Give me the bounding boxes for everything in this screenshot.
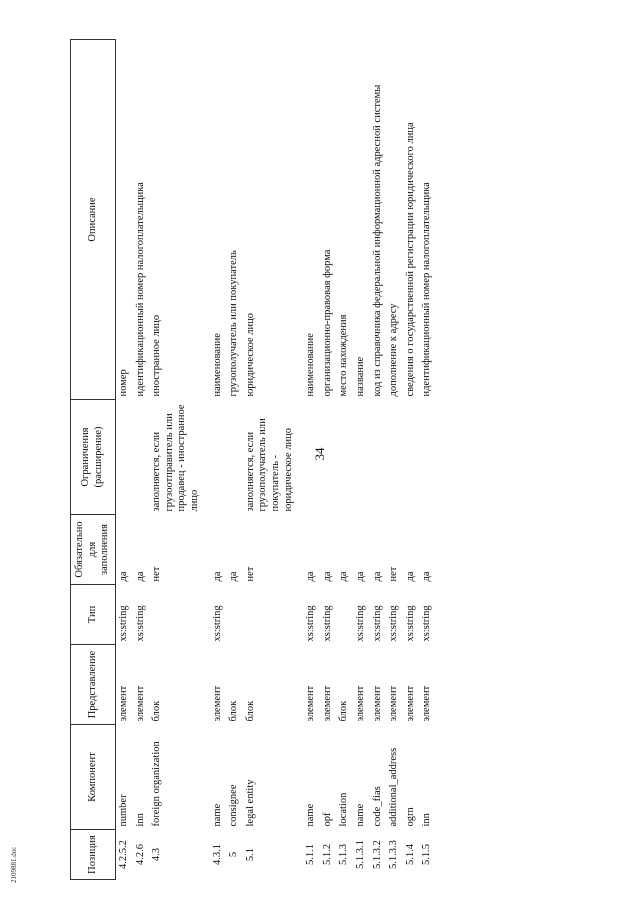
cell-restrictions [116, 400, 133, 515]
cell-position: 4.3.1 [211, 844, 223, 865]
cell-restrictions [226, 400, 243, 515]
page-number: 34 [312, 447, 327, 461]
header-required: Обязательно для заполнения [71, 515, 116, 585]
cell-type: xs:string [118, 605, 129, 642]
cell-representation: элемент [211, 685, 223, 722]
cell-type: xs:string [371, 605, 383, 642]
cell-type [226, 585, 243, 645]
cell-type: xs:string [421, 605, 433, 642]
cell-restrictions: заполняется, если грузополучатель или покупатель - юридическое лицо [244, 418, 294, 512]
table-row [133, 40, 150, 880]
cell-component: name [305, 803, 317, 827]
cell-restrictions [370, 400, 387, 515]
cell-required: да [421, 571, 433, 582]
cell-description: наименование [305, 333, 317, 397]
table-row [210, 40, 227, 880]
cell-component: legal entity [244, 779, 256, 827]
cell-representation: элемент [134, 685, 146, 722]
cell-required: да [134, 571, 146, 582]
cell-description: сведения о государственной регистрации юридического лица [404, 122, 416, 397]
cell-description: место нахождения [338, 314, 350, 397]
cell-component: code_fias [371, 786, 383, 827]
header-restrictions: Ограничения (расширение) [71, 400, 116, 515]
cell-type [149, 585, 203, 645]
cell-restrictions [133, 400, 150, 515]
cell-position: 5.1.1 [305, 844, 317, 865]
cell-representation: элемент [388, 685, 400, 722]
cell-component: name [211, 803, 223, 827]
cell-position: 5.1 [244, 847, 256, 862]
cell-restrictions [303, 400, 320, 515]
cell-type: xs:string [404, 605, 416, 642]
cell-representation: элемент [354, 685, 366, 722]
cell-position: 5.1.3.1 [354, 840, 366, 869]
cell-description: название [354, 356, 366, 397]
cell-required: да [354, 571, 366, 582]
cell-description: код из справочника федеральной информационной адресной системы [371, 84, 383, 397]
cell-required: да [338, 571, 350, 582]
cell-required: да [211, 571, 223, 582]
table-row [116, 40, 133, 880]
cell-component: inn [421, 813, 433, 827]
cell-restrictions [320, 400, 337, 515]
components-table [70, 39, 436, 880]
cell-description: наименование [211, 333, 223, 397]
cell-type [243, 585, 297, 645]
cell-required: да [404, 571, 416, 582]
cell-restrictions [336, 400, 353, 515]
cell-representation: блок [228, 700, 240, 722]
table-row [386, 40, 403, 880]
cell-position: 5.1.3.2 [371, 840, 383, 869]
cell-description: идентификационный номер налогоплательщика [421, 182, 433, 397]
cell-restrictions: заполняется, если грузоотправитель или продавец - иностранное лицо [151, 404, 200, 512]
cell-component: foreign organization [151, 741, 163, 827]
cell-required: да [118, 571, 129, 582]
table-row [370, 40, 387, 880]
cell-type: xs:string [211, 605, 223, 642]
cell-restrictions [419, 400, 436, 515]
table-row [243, 40, 297, 880]
cell-type [336, 585, 353, 645]
table-row [419, 40, 436, 880]
cell-position: 5.1.3 [338, 844, 350, 865]
cell-required: нет [244, 566, 256, 582]
cell-description: грузополучатель или покупатель [228, 250, 240, 397]
cell-representation: элемент [118, 685, 129, 722]
cell-required: да [321, 571, 333, 582]
cell-restrictions [386, 400, 403, 515]
cell-description: юридическое лицо [244, 313, 256, 397]
cell-representation: элемент [421, 685, 433, 722]
cell-description: идентификационный номер налогоплательщика [134, 182, 146, 397]
cell-position: 5.1.3.3 [388, 840, 400, 869]
table-row [353, 40, 370, 880]
cell-restrictions [210, 400, 227, 515]
cell-description: иностранное лицо [151, 314, 163, 397]
cell-description: дополнение к адресу [388, 303, 400, 397]
header-position: Позиция [71, 830, 116, 880]
cell-required: да [371, 571, 383, 582]
header-description: Описание [71, 40, 116, 400]
cell-position: 5.1.2 [321, 844, 333, 865]
cell-representation: блок [338, 700, 350, 722]
rotated-table-container [70, 40, 540, 880]
cell-representation: блок [244, 700, 256, 722]
cell-type: xs:string [321, 605, 333, 642]
cell-required: нет [388, 566, 400, 582]
table-row [149, 40, 203, 880]
cell-position: 4.2.6 [134, 844, 146, 865]
footer-file-id: 2109881.doc [10, 846, 18, 883]
cell-position: 5 [228, 851, 240, 858]
cell-description: организационно-правовая форма [321, 249, 333, 397]
table-body [116, 40, 436, 880]
table-row [320, 40, 337, 880]
table-row [336, 40, 353, 880]
cell-component: number [118, 794, 129, 827]
cell-required: да [305, 571, 317, 582]
cell-representation: элемент [321, 685, 333, 722]
cell-representation: элемент [404, 685, 416, 722]
cell-restrictions [353, 400, 370, 515]
cell-type: xs:string [305, 605, 317, 642]
cell-type: xs:string [134, 605, 146, 642]
cell-description: номер [118, 369, 129, 397]
table-header-row [71, 40, 116, 880]
cell-component: ogrn [404, 807, 416, 827]
cell-position: 5.1.4 [404, 844, 416, 865]
cell-component: location [338, 792, 350, 827]
header-type: Тип [71, 585, 116, 645]
table-row [226, 40, 243, 880]
cell-component: additional_address [388, 747, 400, 827]
cell-restrictions [403, 400, 420, 515]
cell-component: inn [134, 813, 146, 827]
header-component: Компонент [71, 725, 116, 830]
cell-representation: блок [151, 700, 163, 722]
cell-position: 4.2.5.2 [118, 840, 129, 869]
cell-position: 5.1.5 [421, 844, 433, 865]
cell-position: 4.3 [151, 847, 163, 862]
cell-required: нет [151, 566, 163, 582]
cell-representation: элемент [371, 685, 383, 722]
header-representation: Представление [71, 645, 116, 725]
cell-required: да [228, 571, 240, 582]
cell-component: opf [321, 812, 333, 827]
cell-component: name [354, 803, 366, 827]
cell-type: xs:string [388, 605, 400, 642]
cell-representation: элемент [305, 685, 317, 722]
table-row [403, 40, 420, 880]
cell-component: consignee [228, 784, 240, 827]
table-row [303, 40, 320, 880]
cell-type: xs:string [354, 605, 366, 642]
